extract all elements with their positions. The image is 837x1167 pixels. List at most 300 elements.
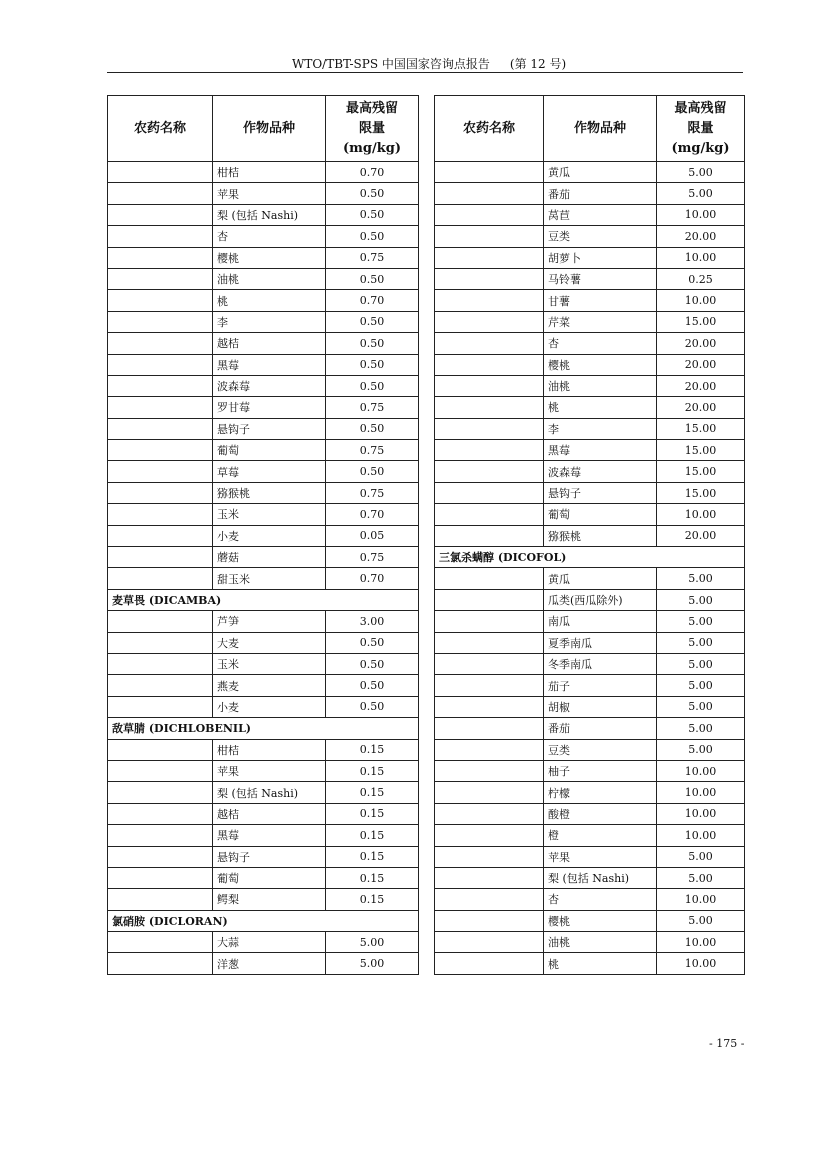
table-row [108, 739, 419, 760]
table-row [108, 889, 419, 910]
crop-cell: 梨 (包括 Nashi) [213, 204, 326, 225]
mrl-value-cell: 0.15 [326, 803, 419, 824]
table-row [435, 739, 745, 760]
pesticide-cell [435, 418, 544, 439]
pesticide-cell [108, 932, 213, 953]
pesticide-cell [108, 782, 213, 803]
col-header-mrl [326, 96, 419, 162]
table-row [108, 162, 419, 183]
table-row [108, 782, 419, 803]
mrl-value-cell: 0.15 [326, 760, 419, 781]
pesticide-cell [108, 568, 213, 589]
crop-cell: 越桔 [213, 333, 326, 354]
pesticide-cell [435, 482, 544, 503]
pesticide-cell [108, 268, 213, 289]
table-row [435, 247, 745, 268]
table-row [108, 760, 419, 781]
table-row [435, 290, 745, 311]
crop-cell: 猕猴桃 [213, 482, 326, 503]
pesticide-cell [435, 375, 544, 396]
crop-cell: 悬钩子 [213, 418, 326, 439]
crop-cell: 马铃薯 [544, 268, 657, 289]
pesticide-cell [108, 675, 213, 696]
mrl-value-cell: 5.00 [657, 846, 745, 867]
pesticide-cell [435, 162, 544, 183]
mrl-value-cell: 10.00 [657, 782, 745, 803]
col-header-mrl-line1: 最高残留 [345, 100, 398, 116]
mrl-value-cell: 10.00 [657, 889, 745, 910]
crop-cell: 猕猴桃 [544, 525, 657, 546]
table-row [435, 589, 745, 610]
table-row [435, 760, 745, 781]
crop-cell: 柑桔 [213, 739, 326, 760]
crop-cell: 瓜类(西瓜除外) [544, 589, 657, 610]
pesticide-cell [435, 718, 544, 739]
mrl-value-cell: 10.00 [657, 204, 745, 225]
crop-cell: 桃 [544, 953, 657, 974]
table-row [108, 247, 419, 268]
table-row [108, 932, 419, 953]
crop-cell: 芹菜 [544, 311, 657, 332]
crop-cell: 莴苣 [544, 204, 657, 225]
pesticide-cell [435, 910, 544, 931]
crop-cell: 越桔 [213, 803, 326, 824]
crop-cell: 苹果 [213, 760, 326, 781]
mrl-value-cell: 10.00 [657, 953, 745, 974]
pesticide-cell [108, 183, 213, 204]
crop-cell: 橙 [544, 825, 657, 846]
crop-cell: 芦笋 [213, 611, 326, 632]
table-header-row [108, 96, 419, 162]
mrl-value-cell: 0.25 [657, 268, 745, 289]
pesticide-cell [435, 632, 544, 653]
mrl-value-cell: 10.00 [657, 760, 745, 781]
pesticide-cell [108, 953, 213, 974]
col-header-mrl-line3: (mg/kg) [343, 140, 401, 156]
crop-cell: 罗甘莓 [213, 397, 326, 418]
crop-cell: 梨 (包括 Nashi) [544, 867, 657, 888]
crop-cell: 柠檬 [544, 782, 657, 803]
mrl-value-cell: 20.00 [657, 333, 745, 354]
crop-cell: 黑莓 [544, 440, 657, 461]
pesticide-cell [435, 589, 544, 610]
table-row [435, 653, 745, 674]
crop-cell: 豆类 [544, 739, 657, 760]
crop-cell: 樱桃 [213, 247, 326, 268]
crop-cell: 黄瓜 [544, 162, 657, 183]
pesticide-cell [435, 675, 544, 696]
pesticide-cell [108, 803, 213, 824]
header-title: WTO/TBT-SPS 中国国家咨询点报告 [292, 57, 490, 71]
crop-cell: 燕麦 [213, 675, 326, 696]
crop-cell: 苹果 [544, 846, 657, 867]
table-row [108, 825, 419, 846]
crop-cell: 梨 (包括 Nashi) [213, 782, 326, 803]
table-row [108, 611, 419, 632]
mrl-value-cell: 10.00 [657, 290, 745, 311]
crop-cell: 胡椒 [544, 696, 657, 717]
mrl-value-cell: 5.00 [657, 718, 745, 739]
mrl-value-cell: 0.50 [326, 696, 419, 717]
crop-cell: 小麦 [213, 525, 326, 546]
table-row [435, 311, 745, 332]
mrl-table-left-body [108, 162, 419, 975]
crop-cell: 悬钩子 [544, 482, 657, 503]
pesticide-cell [435, 268, 544, 289]
table-row [435, 889, 745, 910]
crop-cell: 苹果 [213, 183, 326, 204]
table-row [108, 354, 419, 375]
table-row [108, 846, 419, 867]
pesticide-cell [108, 525, 213, 546]
pesticide-cell [108, 290, 213, 311]
crop-cell: 李 [544, 418, 657, 439]
pesticide-cell [435, 461, 544, 482]
crop-cell: 酸橙 [544, 803, 657, 824]
mrl-value-cell: 5.00 [326, 953, 419, 974]
table-row [108, 375, 419, 396]
table-row [108, 418, 419, 439]
pesticide-cell [435, 354, 544, 375]
pesticide-cell [108, 162, 213, 183]
mrl-value-cell: 0.50 [326, 183, 419, 204]
col-header-crop: 作物品种 [544, 96, 657, 162]
mrl-value-cell: 0.05 [326, 525, 419, 546]
table-row [435, 932, 745, 953]
table-row [108, 632, 419, 653]
crop-cell: 大麦 [213, 632, 326, 653]
crop-cell: 冬季南瓜 [544, 653, 657, 674]
mrl-value-cell: 0.50 [326, 653, 419, 674]
pesticide-group-row [108, 589, 419, 610]
pesticide-cell [435, 653, 544, 674]
crop-cell: 洋葱 [213, 953, 326, 974]
pesticide-group-row [108, 718, 419, 739]
col-header-mrl [657, 96, 745, 162]
pesticide-cell [108, 375, 213, 396]
pesticide-cell [435, 504, 544, 525]
mrl-value-cell: 15.00 [657, 311, 745, 332]
pesticide-cell [108, 611, 213, 632]
crop-cell: 柚子 [544, 760, 657, 781]
crop-cell: 小麦 [213, 696, 326, 717]
table-row [108, 525, 419, 546]
pesticide-cell [108, 461, 213, 482]
table-row [435, 675, 745, 696]
pesticide-cell [435, 739, 544, 760]
crop-cell: 樱桃 [544, 910, 657, 931]
table-row [108, 803, 419, 824]
crop-cell: 茄子 [544, 675, 657, 696]
mrl-value-cell: 3.00 [326, 611, 419, 632]
mrl-value-cell: 5.00 [657, 675, 745, 696]
mrl-value-cell: 0.15 [326, 825, 419, 846]
crop-cell: 番茄 [544, 718, 657, 739]
pesticide-cell [108, 397, 213, 418]
header-issue: (第 12 号) [509, 57, 567, 71]
pesticide-name: 氯硝胺 (DICLORAN) [108, 910, 419, 931]
crop-cell: 油桃 [213, 268, 326, 289]
crop-cell: 草莓 [213, 461, 326, 482]
pesticide-cell [435, 440, 544, 461]
table-row [435, 696, 745, 717]
mrl-value-cell: 5.00 [326, 932, 419, 953]
pesticide-name: 敌草腈 (DICHLOBENIL) [108, 718, 419, 739]
table-row [108, 867, 419, 888]
mrl-value-cell: 0.50 [326, 375, 419, 396]
pesticide-cell [108, 247, 213, 268]
mrl-value-cell: 0.50 [326, 675, 419, 696]
col-header-mrl-line3: (mg/kg) [671, 140, 730, 156]
pesticide-cell [435, 397, 544, 418]
pesticide-cell [435, 696, 544, 717]
crop-cell: 油桃 [544, 375, 657, 396]
table-row [435, 525, 745, 546]
mrl-value-cell: 0.50 [326, 354, 419, 375]
mrl-value-cell: 5.00 [657, 739, 745, 760]
mrl-value-cell: 10.00 [657, 825, 745, 846]
pesticide-cell [435, 333, 544, 354]
pesticide-cell [435, 183, 544, 204]
mrl-value-cell: 15.00 [657, 418, 745, 439]
pesticide-cell [108, 889, 213, 910]
table-row [435, 568, 745, 589]
table-row [108, 268, 419, 289]
col-header-mrl-line2: 限量 [358, 120, 385, 136]
mrl-value-cell: 5.00 [657, 696, 745, 717]
table-row [435, 268, 745, 289]
pesticide-cell [108, 547, 213, 568]
mrl-value-cell: 20.00 [657, 397, 745, 418]
mrl-value-cell: 10.00 [657, 504, 745, 525]
table-row [435, 825, 745, 846]
pesticide-group-row [108, 910, 419, 931]
mrl-value-cell: 5.00 [657, 568, 745, 589]
pesticide-cell [108, 418, 213, 439]
mrl-value-cell: 15.00 [657, 461, 745, 482]
mrl-table-right [434, 95, 745, 975]
crop-cell: 李 [213, 311, 326, 332]
pesticide-cell [108, 825, 213, 846]
mrl-value-cell: 5.00 [657, 632, 745, 653]
pesticide-cell [108, 504, 213, 525]
table-row [108, 504, 419, 525]
mrl-value-cell: 10.00 [657, 247, 745, 268]
table-row [435, 846, 745, 867]
table-row [435, 782, 745, 803]
table-row [108, 653, 419, 674]
mrl-value-cell: 0.75 [326, 440, 419, 461]
pesticide-cell [108, 696, 213, 717]
table-row [435, 867, 745, 888]
pesticide-cell [435, 953, 544, 974]
mrl-value-cell: 5.00 [657, 183, 745, 204]
crop-cell: 悬钩子 [213, 846, 326, 867]
table-row [435, 482, 745, 503]
crop-cell: 桃 [213, 290, 326, 311]
table-row [435, 418, 745, 439]
col-header-mrl-line1: 最高残留 [674, 100, 727, 116]
mrl-value-cell: 0.50 [326, 461, 419, 482]
table-row [435, 461, 745, 482]
pesticide-cell [435, 290, 544, 311]
mrl-value-cell: 10.00 [657, 803, 745, 824]
mrl-value-cell: 5.00 [657, 910, 745, 931]
pesticide-cell [435, 782, 544, 803]
mrl-value-cell: 0.70 [326, 162, 419, 183]
table-row [435, 504, 745, 525]
pesticide-cell [435, 867, 544, 888]
mrl-value-cell: 0.15 [326, 782, 419, 803]
crop-cell: 玉米 [213, 653, 326, 674]
crop-cell: 葡萄 [544, 504, 657, 525]
mrl-value-cell: 5.00 [657, 589, 745, 610]
mrl-value-cell: 20.00 [657, 375, 745, 396]
table-row [108, 311, 419, 332]
page-header [292, 55, 566, 72]
crop-cell: 柑桔 [213, 162, 326, 183]
mrl-value-cell: 5.00 [657, 162, 745, 183]
crop-cell: 胡萝卜 [544, 247, 657, 268]
table-header-row [435, 96, 745, 162]
table-row [435, 226, 745, 247]
crop-cell: 葡萄 [213, 867, 326, 888]
pesticide-cell [435, 760, 544, 781]
table-row [435, 162, 745, 183]
pesticide-cell [108, 311, 213, 332]
crop-cell: 南瓜 [544, 611, 657, 632]
mrl-value-cell: 5.00 [657, 653, 745, 674]
pesticide-cell [108, 333, 213, 354]
mrl-value-cell: 0.50 [326, 268, 419, 289]
table-row [435, 354, 745, 375]
table-row [108, 482, 419, 503]
table-row [435, 440, 745, 461]
col-header-crop: 作物品种 [213, 96, 326, 162]
col-header-pesticide: 农药名称 [435, 96, 544, 162]
pesticide-cell [108, 653, 213, 674]
table-row [108, 547, 419, 568]
pesticide-cell [108, 440, 213, 461]
mrl-value-cell: 0.70 [326, 568, 419, 589]
pesticide-cell [435, 846, 544, 867]
mrl-value-cell: 0.75 [326, 247, 419, 268]
crop-cell: 甘薯 [544, 290, 657, 311]
table-row [108, 696, 419, 717]
pesticide-cell [435, 226, 544, 247]
col-header-pesticide: 农药名称 [108, 96, 213, 162]
crop-cell: 杏 [544, 333, 657, 354]
pesticide-cell [435, 568, 544, 589]
table-row [435, 183, 745, 204]
crop-cell: 黑莓 [213, 354, 326, 375]
crop-cell: 桃 [544, 397, 657, 418]
mrl-value-cell: 0.50 [326, 632, 419, 653]
table-row [108, 333, 419, 354]
mrl-value-cell: 5.00 [657, 611, 745, 632]
pesticide-cell [108, 354, 213, 375]
table-row [435, 718, 745, 739]
pesticide-cell [108, 739, 213, 760]
pesticide-cell [435, 525, 544, 546]
mrl-value-cell: 5.00 [657, 867, 745, 888]
pesticide-cell [108, 226, 213, 247]
table-row [435, 910, 745, 931]
crop-cell: 鳄梨 [213, 889, 326, 910]
mrl-value-cell: 0.15 [326, 867, 419, 888]
mrl-value-cell: 20.00 [657, 226, 745, 247]
crop-cell: 樱桃 [544, 354, 657, 375]
page-number: - 175 - [709, 1037, 745, 1050]
mrl-value-cell: 0.50 [326, 226, 419, 247]
table-row [435, 397, 745, 418]
pesticide-cell [435, 247, 544, 268]
crop-cell: 玉米 [213, 504, 326, 525]
table-row [108, 953, 419, 974]
pesticide-group-row [435, 547, 745, 568]
pesticide-cell [435, 611, 544, 632]
mrl-value-cell: 15.00 [657, 482, 745, 503]
pesticide-cell [435, 204, 544, 225]
header-rule [107, 72, 743, 73]
mrl-value-cell: 0.70 [326, 290, 419, 311]
table-row [435, 803, 745, 824]
crop-cell: 杏 [544, 889, 657, 910]
mrl-value-cell: 0.15 [326, 846, 419, 867]
crop-cell: 波森莓 [213, 375, 326, 396]
mrl-value-cell: 0.15 [326, 739, 419, 760]
pesticide-name: 三氯杀螨醇 (DICOFOL) [435, 547, 745, 568]
crop-cell: 豆类 [544, 226, 657, 247]
mrl-value-cell: 0.75 [326, 397, 419, 418]
mrl-value-cell: 15.00 [657, 440, 745, 461]
crop-cell: 葡萄 [213, 440, 326, 461]
table-row [108, 675, 419, 696]
table-row [108, 226, 419, 247]
mrl-value-cell: 0.15 [326, 889, 419, 910]
pesticide-cell [435, 932, 544, 953]
table-row [108, 568, 419, 589]
pesticide-cell [435, 311, 544, 332]
table-row [435, 611, 745, 632]
mrl-value-cell: 0.50 [326, 311, 419, 332]
crop-cell: 番茄 [544, 183, 657, 204]
table-row [108, 461, 419, 482]
crop-cell: 甜玉米 [213, 568, 326, 589]
pesticide-cell [435, 889, 544, 910]
crop-cell: 大蒜 [213, 932, 326, 953]
table-row [108, 440, 419, 461]
pesticide-cell [108, 846, 213, 867]
mrl-value-cell: 0.50 [326, 418, 419, 439]
mrl-table-left [107, 95, 419, 975]
table-row [435, 333, 745, 354]
crop-cell: 油桃 [544, 932, 657, 953]
crop-cell: 黄瓜 [544, 568, 657, 589]
crop-cell: 蘑菇 [213, 547, 326, 568]
table-row [108, 204, 419, 225]
crop-cell: 杏 [213, 226, 326, 247]
table-row [108, 397, 419, 418]
table-row [435, 204, 745, 225]
crop-cell: 夏季南瓜 [544, 632, 657, 653]
mrl-value-cell: 0.75 [326, 547, 419, 568]
mrl-value-cell: 0.75 [326, 482, 419, 503]
crop-cell: 波森莓 [544, 461, 657, 482]
mrl-table-right-body [435, 162, 745, 975]
mrl-value-cell: 20.00 [657, 525, 745, 546]
mrl-value-cell: 20.00 [657, 354, 745, 375]
